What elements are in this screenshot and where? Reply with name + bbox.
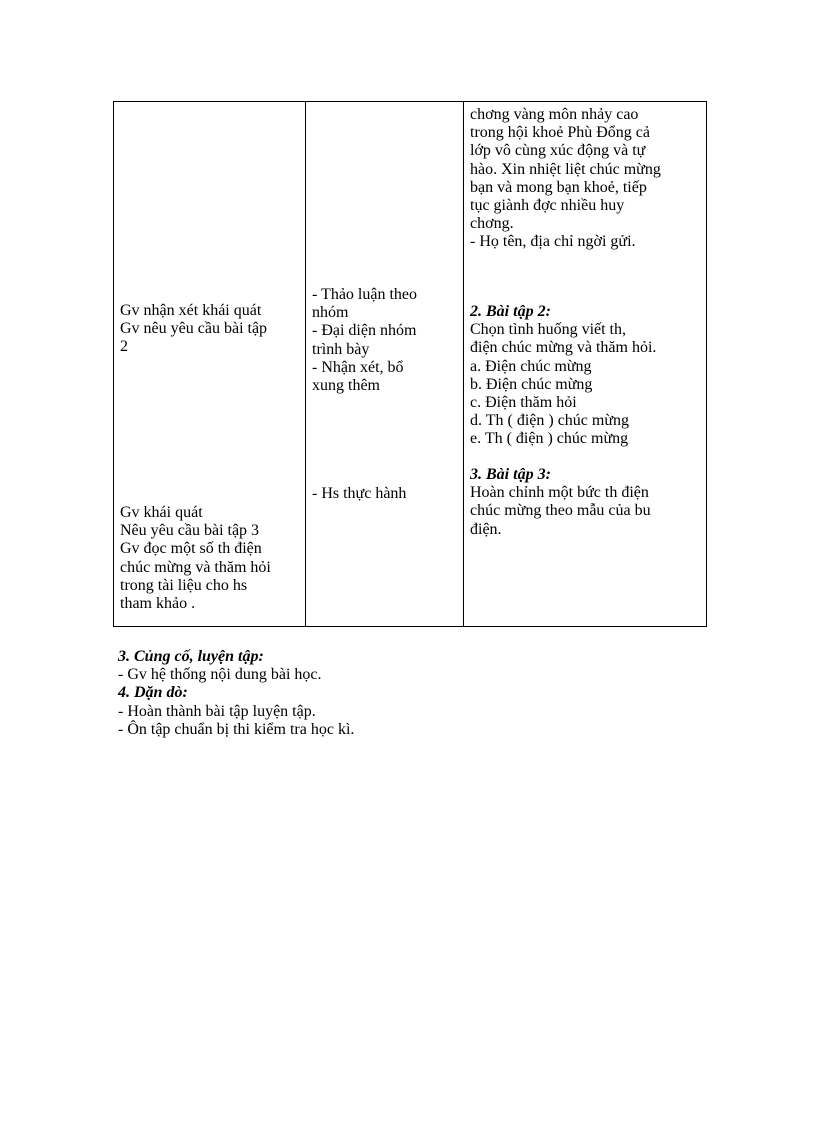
teacher-activity-column: [114, 102, 306, 627]
exercise-3-heading: 3. Bài tập 3:: [470, 466, 551, 483]
lesson-footer: [118, 648, 354, 739]
text-line: Chọn tình huống viết th,: [470, 321, 626, 339]
text-line: b. Điện chúc mừng: [470, 375, 593, 393]
consolidate-text: - Gv hệ thống nội dung bài học.: [118, 666, 322, 684]
lesson-table: [113, 101, 707, 627]
text-line: trong hội khoẻ Phù Đổng cả: [470, 124, 650, 142]
exercise-3-section: [470, 466, 702, 539]
text-line: Nêu yêu cầu bài tập 3: [120, 522, 260, 540]
student-block-group-work: [312, 286, 459, 395]
text-line: Gv nhận xét khái quát: [120, 302, 262, 319]
consolidate-heading: 3. Củng cố, luyện tập:: [118, 648, 264, 665]
text-line: xung thêm: [312, 377, 380, 395]
homework-item: - Hoàn thành bài tập luyện tập.: [118, 702, 316, 720]
text-line: chơng vàng môn nhảy cao: [470, 106, 639, 123]
text-line: Hoàn chỉnh một bức th điện: [470, 484, 649, 502]
homework-item: - Ôn tập chuẩn bị thi kiểm tra học kì.: [118, 720, 355, 738]
homework-heading: 4. Dặn dò:: [118, 684, 188, 702]
text-line: Gv đọc một số th điện: [120, 540, 262, 558]
text-line: - Họ tên, địa chỉ ngời gửi.: [470, 233, 636, 251]
letter-content: [470, 106, 702, 252]
text-line: hào. Xin nhiệt liệt chúc mừng: [470, 160, 661, 178]
text-line: trình bày: [312, 340, 370, 358]
text-line: 2: [120, 338, 128, 356]
text-line: tham khảo .: [120, 595, 196, 613]
text-line: e. Th ( điện ) chúc mừng: [470, 430, 629, 448]
text-line: tục giành đợc nhiều huy: [470, 197, 625, 215]
text-line: chúc mừng và thăm hỏi: [120, 558, 271, 576]
text-line: - Nhận xét, bổ: [312, 358, 404, 376]
text-line: - Đại diện nhóm: [312, 322, 417, 340]
text-line: - Thảo luận theo: [312, 286, 418, 303]
text-line: trong tài liệu cho hs: [120, 576, 248, 594]
content-column: [464, 102, 707, 627]
student-block-practice: [312, 485, 459, 503]
text-line: chúc mừng theo mẫu của bu: [470, 502, 651, 520]
text-line: chơng.: [470, 215, 514, 233]
text-line: nhóm: [312, 304, 349, 322]
text-line: a. Điện chúc mừng: [470, 357, 592, 375]
text-line: - Hs thực hành: [312, 485, 407, 502]
text-line: d. Th ( điện ) chúc mừng: [470, 412, 630, 430]
text-line: Gv khái quát: [120, 504, 203, 521]
text-line: điện chúc mừng và thăm hỏi.: [470, 339, 657, 357]
text-line: bạn và mong bạn khoẻ, tiếp: [470, 178, 647, 196]
teacher-block-exercise-3: [120, 504, 301, 613]
student-activity-column: [306, 102, 464, 627]
exercise-2-section: [470, 303, 702, 449]
teacher-block-exercise-2: [120, 302, 301, 357]
text-line: điện.: [470, 520, 502, 538]
text-line: c. Điện thăm hỏi: [470, 394, 577, 412]
text-line: lớp vô cùng xúc động và tự: [470, 142, 646, 160]
text-line: Gv nêu yêu cầu bài tập: [120, 320, 268, 338]
exercise-2-heading: 2. Bài tập 2:: [470, 303, 551, 320]
